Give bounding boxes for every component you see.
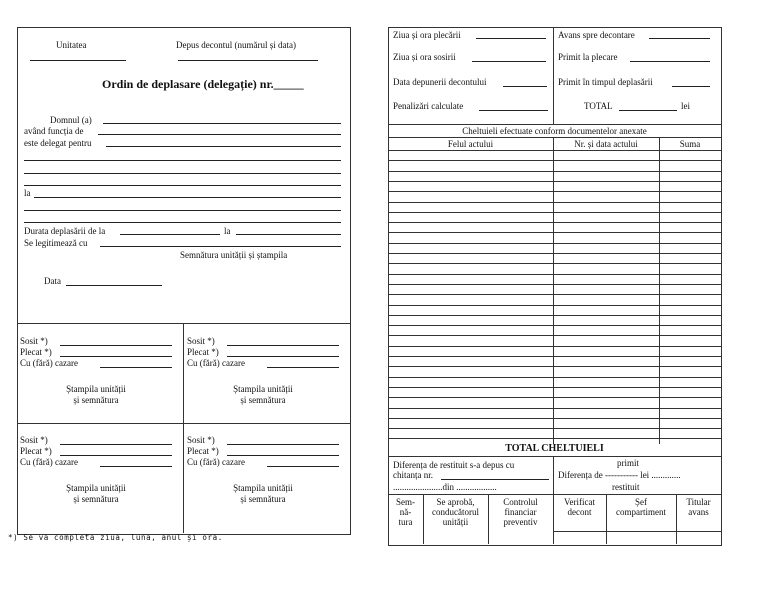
sign-col-3-line-2: financiar (504, 507, 537, 517)
box-3-left-field[interactable] (60, 455, 172, 456)
destination-field-1[interactable] (34, 197, 341, 198)
box-2-stamp-line-2: și semnătura (240, 395, 286, 405)
received-label: primit (617, 458, 639, 468)
expense-row-line (388, 377, 721, 378)
sign-col-2-line-2: conducătorul (432, 507, 479, 517)
expense-row-line (388, 243, 721, 244)
box-2-lodging-label: Cu (fără) cazare (187, 358, 245, 368)
expense-row-line (388, 222, 721, 223)
box-3-arrived-label: Sosit *) (20, 435, 48, 445)
sign-col-2-line-3: unității (442, 517, 469, 527)
penalties-label: Penalizări calculate (393, 101, 464, 111)
received-departure-label: Primit la plecare (558, 52, 618, 62)
sign-col-5-line-1: Șef (635, 497, 647, 507)
sign-col-6-line-1: Titular (686, 497, 711, 507)
to-return-label: restituit (612, 482, 640, 492)
signature-stamp-label: Semnătura unității și ștampila (180, 250, 288, 260)
sign-col-6 (676, 497, 721, 517)
box-1-stamp-line-1: Ștampila unității (66, 384, 126, 394)
expense-row-line (388, 274, 721, 275)
expense-row-line (388, 284, 721, 285)
box-1-arrived-field[interactable] (60, 345, 172, 346)
expense-row-line (388, 191, 721, 192)
sign-col-4-line-1: Verificat (564, 497, 595, 507)
box-3-stamp-line-2: și semnătura (73, 494, 119, 504)
expense-row-line (388, 428, 721, 429)
top-divider (553, 27, 554, 124)
box-4-lodging-field[interactable] (267, 466, 339, 467)
box-2-arrived-field[interactable] (227, 345, 339, 346)
box-4-arrived-label: Sosit *) (187, 435, 215, 445)
expense-row-line (388, 160, 721, 161)
total-field[interactable] (619, 110, 677, 111)
duration-from-label: Durata deplasării de la (24, 226, 106, 236)
boxes-divider (183, 323, 184, 533)
duration-from-field[interactable] (120, 234, 220, 235)
col-sum-header: Suma (679, 139, 701, 149)
delegated-field-3[interactable] (24, 173, 341, 174)
mr-label: Domnul (a) (50, 115, 92, 125)
expense-row-line (388, 418, 721, 419)
date-field[interactable] (66, 285, 162, 286)
submit-date-field[interactable] (503, 86, 547, 87)
sign-col-2 (423, 497, 488, 527)
identified-label: Se legitimează cu (24, 238, 88, 248)
expense-row-line (388, 335, 721, 336)
identified-field[interactable] (100, 246, 341, 247)
box-2-left-label: Plecat *) (187, 347, 219, 357)
expense-row-line (388, 305, 721, 306)
arrival-field[interactable] (472, 61, 546, 62)
destination-field-3[interactable] (24, 222, 341, 223)
expense-row-line (388, 263, 721, 264)
unit-field[interactable] (30, 60, 126, 61)
box-1-arrived-label: Sosit *) (20, 336, 48, 346)
advance-label: Avans spre decontare (558, 30, 635, 40)
difference-line: Diferența de ----------- lei ............. (558, 470, 681, 480)
sign-col-1-line-3: tura (398, 517, 413, 527)
col-doc-header: Nr. și data actului (574, 139, 638, 149)
col-type-header: Felul actului (447, 139, 494, 149)
delegated-label: este delegat pentru (24, 138, 92, 148)
sign-col-4-line-2: decont (567, 507, 592, 517)
expense-row-line (388, 150, 721, 151)
box-3-lodging-label: Cu (fără) cazare (20, 457, 78, 467)
box-1-lodging-label: Cu (fără) cazare (20, 358, 78, 368)
destination-label: la (24, 188, 31, 198)
box-2-arrived-label: Sosit *) (187, 336, 215, 346)
function-label: având funcția de (24, 126, 84, 136)
expense-row-line (388, 346, 721, 347)
expenses-header: Cheltuieli efectuate conform documentelor anexate (462, 126, 647, 136)
sign-col-3-line-1: Controlul (503, 497, 538, 507)
total-expenses: TOTAL CHELTUIELI (505, 443, 604, 454)
sign-inner-rule (553, 531, 721, 532)
received-during-field[interactable] (672, 86, 710, 87)
sign-col-3 (488, 497, 553, 527)
expenses-header-rule (388, 137, 721, 138)
refund-line-3: ......................din .................. (393, 482, 497, 492)
box-4-stamp-line-1: Ștampila unității (233, 483, 293, 493)
total-currency: lei (681, 101, 690, 111)
sign-col-5 (606, 497, 676, 517)
received-departure-field[interactable] (630, 61, 710, 62)
expense-row-line (388, 315, 721, 316)
box-4-stamp-line-2: și semnătura (240, 494, 286, 504)
settlement-field[interactable] (178, 60, 318, 61)
box-3-stamp-line-1: Ștampila unității (66, 483, 126, 493)
expense-row-line (388, 397, 721, 398)
expense-row-line (388, 356, 721, 357)
delegated-field-2[interactable] (24, 160, 341, 161)
departure-label: Ziua și ora plecării (393, 30, 461, 40)
function-field[interactable] (98, 134, 341, 135)
advance-field[interactable] (649, 38, 710, 39)
duration-to-label: la (224, 226, 231, 236)
expense-row-line (388, 366, 721, 367)
duration-to-field[interactable] (236, 234, 341, 235)
refund-line-2: chitanța nr. (393, 470, 433, 480)
sign-col-1-line-2: nă- (399, 507, 412, 517)
expense-row-line (388, 438, 721, 439)
expense-row-line (388, 212, 721, 213)
box-2-left-field[interactable] (227, 356, 339, 357)
expense-row-line (388, 202, 721, 203)
box-4-lodging-label: Cu (fără) cazare (187, 457, 245, 467)
arrival-label: Ziua și ora sosirii (393, 52, 456, 62)
box-4-left-label: Plecat *) (187, 446, 219, 456)
sign-col-1 (388, 497, 423, 527)
expense-row-line (388, 294, 721, 295)
footnote: *) Se va completa ziua, luna, anul și ora. (8, 533, 223, 542)
refund-receipt-field[interactable] (441, 479, 549, 480)
delegated-field-4[interactable] (24, 185, 341, 186)
departure-field[interactable] (476, 38, 546, 39)
unit-label: Unitatea (56, 40, 87, 50)
date-label: Data (44, 276, 61, 286)
submit-date-label: Data depunerii decontului (393, 77, 487, 87)
box-3-left-label: Plecat *) (20, 446, 52, 456)
sign-col-4 (553, 497, 606, 517)
expense-row-line (388, 171, 721, 172)
received-during-label: Primit în timpul deplasării (558, 77, 653, 87)
box-1-left-label: Plecat *) (20, 347, 52, 357)
settlement-label: Depus decontul (numărul și data) (176, 40, 296, 50)
expense-row-line (388, 232, 721, 233)
total-expenses-rule (388, 456, 721, 457)
mr-field[interactable] (103, 123, 341, 124)
expense-row-line (388, 325, 721, 326)
delegated-field-1[interactable] (106, 146, 341, 147)
destination-field-2[interactable] (24, 210, 341, 211)
sign-col-3-line-3: preventiv (503, 517, 538, 527)
refund-divider (553, 456, 554, 494)
penalties-field[interactable] (479, 110, 548, 111)
sign-rule (388, 494, 721, 495)
box-4-arrived-field[interactable] (227, 444, 339, 445)
box-4-left-field[interactable] (227, 455, 339, 456)
expense-row-line (388, 253, 721, 254)
box-3-lodging-field[interactable] (100, 466, 172, 467)
box-2-stamp-line-1: Ștampila unității (233, 384, 293, 394)
sign-col-2-line-1: Se aprobă, (436, 497, 475, 507)
expense-row-line (388, 408, 721, 409)
total-label: TOTAL (584, 101, 613, 111)
box-1-stamp-line-2: și semnătura (73, 395, 119, 405)
expense-row-line (388, 387, 721, 388)
box-1-lodging-field[interactable] (100, 367, 172, 368)
sign-col-5-line-2: compartiment (616, 507, 666, 517)
document-title: Ordin de deplasare (delegație) nr._____ (102, 77, 304, 91)
sign-col-1-line-1: Sem- (396, 497, 415, 507)
expenses-top-rule (388, 124, 721, 125)
expense-row-line (388, 181, 721, 182)
refund-line-1: Diferența de restituit s-a depus cu (393, 460, 515, 470)
sign-col-6-line-2: avans (688, 507, 709, 517)
box-2-lodging-field[interactable] (267, 367, 339, 368)
box-1-left-field[interactable] (60, 356, 172, 357)
box-3-arrived-field[interactable] (60, 444, 172, 445)
